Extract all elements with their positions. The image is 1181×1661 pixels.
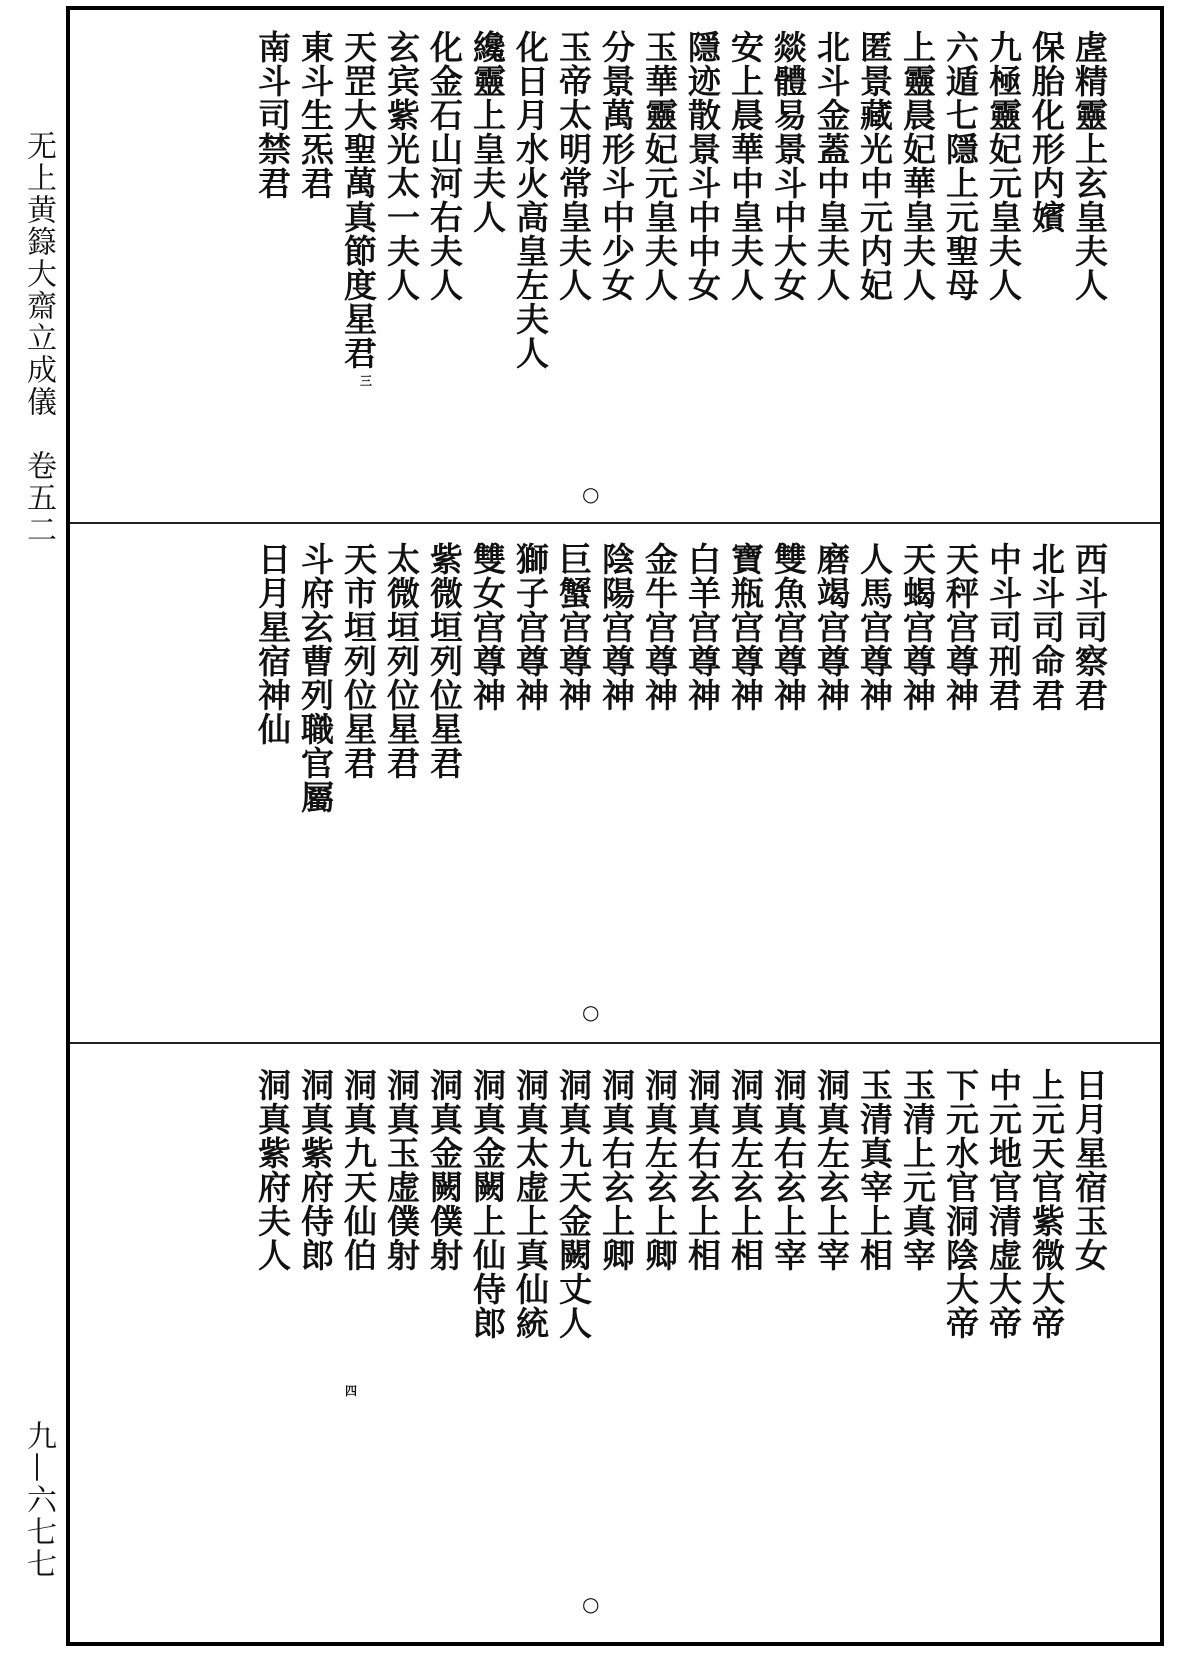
- text-column: 九極靈妃元皇夫人: [984, 30, 1023, 302]
- text-column: 玄宾紫光太一夫人: [382, 30, 421, 302]
- circle-mark: ○: [582, 1000, 600, 1024]
- column-group: [250, 30, 1110, 370]
- text-column: 獅子宫尊神: [511, 542, 550, 712]
- text-column: 雙女宫尊神: [468, 542, 507, 712]
- text-column: 寶瓶宫尊神: [726, 542, 765, 712]
- text-column: 匿景藏光中元内妃: [855, 30, 894, 302]
- book-title: 无上黄籙大齋立成儀 卷五二: [21, 130, 56, 546]
- text-column: 洞真左玄上卿: [640, 1068, 679, 1272]
- text-column: 巨蟹宫尊神: [554, 542, 593, 712]
- folio-mark: 四: [345, 1384, 358, 1398]
- text-column: 天蝎宫尊神: [898, 542, 937, 712]
- text-column: 保胎化形内嬪: [1027, 30, 1066, 234]
- text-column: 洞真九天仙伯: [339, 1068, 378, 1272]
- page-sidebar: [18, 130, 58, 1630]
- text-column: 洞真玉虚僕射: [382, 1068, 421, 1272]
- text-column: 燚體易景斗中大女: [769, 30, 808, 302]
- text-column: 金牛宫尊神: [640, 542, 679, 712]
- text-column: 洞真金闕上仙侍郎: [468, 1068, 507, 1340]
- text-column: 南斗司禁君: [253, 30, 292, 200]
- text-column: 天秤宫尊神: [941, 542, 980, 712]
- text-column: 斗府玄曹列職官屬: [296, 542, 335, 814]
- text-column: 玉清真宰上相: [855, 1068, 894, 1272]
- text-column: 陰陽宫尊神: [597, 542, 636, 712]
- text-column: 洞真左玄上宰: [812, 1068, 851, 1272]
- text-column: 磨竭宫尊神: [812, 542, 851, 712]
- text-column: 化日月水火高皇左夫人: [511, 30, 550, 370]
- text-column: 洞真九天金闕丈人: [554, 1068, 593, 1340]
- text-column: 虗精靈上玄皇夫人: [1070, 30, 1109, 302]
- text-column: 六遁七隱上元聖母: [941, 30, 980, 302]
- text-column: 洞真金闕僕射: [425, 1068, 464, 1272]
- text-column: 人馬宫尊神: [855, 542, 894, 712]
- text-column: 太微垣列位星君: [382, 542, 421, 780]
- text-column: 玉帝太明常皇夫人: [554, 30, 593, 302]
- page-number: 九—六七七: [21, 1420, 56, 1580]
- text-column: 玉華靈妃元皇夫人: [640, 30, 679, 302]
- text-panel-bottom: [70, 1042, 1160, 1642]
- text-column: 洞真太虚上真仙統: [511, 1068, 550, 1340]
- text-column: 洞真右玄上宰: [769, 1068, 808, 1272]
- text-column: 分景萬形斗中少女: [597, 30, 636, 302]
- text-column: 日月星宿玉女: [1070, 1068, 1109, 1272]
- page-frame: [66, 6, 1164, 1646]
- text-column: 洞真右玄上相: [683, 1068, 722, 1272]
- text-column: 中元地官清虚大帝: [984, 1068, 1023, 1340]
- text-column: 東斗生炁君: [296, 30, 335, 200]
- text-column: 上靈晨妃華皇夫人: [898, 30, 937, 302]
- text-column: 白羊宫尊神: [683, 542, 722, 712]
- column-group: [250, 1068, 1110, 1340]
- folio-mark: 三: [360, 374, 373, 388]
- text-panel-top: [70, 10, 1160, 522]
- text-column: 纔靈上皇夫人: [468, 30, 507, 234]
- text-column: 玉清上元真宰: [898, 1068, 937, 1272]
- text-column: 安上晨華中皇夫人: [726, 30, 765, 302]
- text-column: 雙魚宫尊神: [769, 542, 808, 712]
- text-column: 上元天官紫微大帝: [1027, 1068, 1066, 1340]
- text-column: 天市垣列位星君: [339, 542, 378, 780]
- text-column: 中斗司刑君: [984, 542, 1023, 712]
- text-column: 隱迹散景斗中中女: [683, 30, 722, 302]
- column-group: [250, 542, 1110, 814]
- text-column: 北斗金蓋中皇夫人: [812, 30, 851, 302]
- text-panel-middle: [70, 522, 1160, 1042]
- text-column: 日月星宿神仙: [253, 542, 292, 746]
- text-column: 北斗司命君: [1027, 542, 1066, 712]
- circle-mark: ○: [582, 482, 600, 506]
- text-column: 西斗司察君: [1070, 542, 1109, 712]
- text-column: 洞真紫府夫人: [253, 1068, 292, 1272]
- text-column: 化金石山河右夫人: [425, 30, 464, 302]
- text-column: 洞真右玄上卿: [597, 1068, 636, 1272]
- text-column: 天罡大聖萬真節度星君: [339, 30, 378, 370]
- text-column: 下元水官洞陰大帝: [941, 1068, 980, 1340]
- text-column: 紫微垣列位星君: [425, 542, 464, 780]
- text-column: 洞真左玄上相: [726, 1068, 765, 1272]
- text-column: 洞真紫府侍郎: [296, 1068, 335, 1272]
- circle-mark: ○: [582, 1592, 600, 1616]
